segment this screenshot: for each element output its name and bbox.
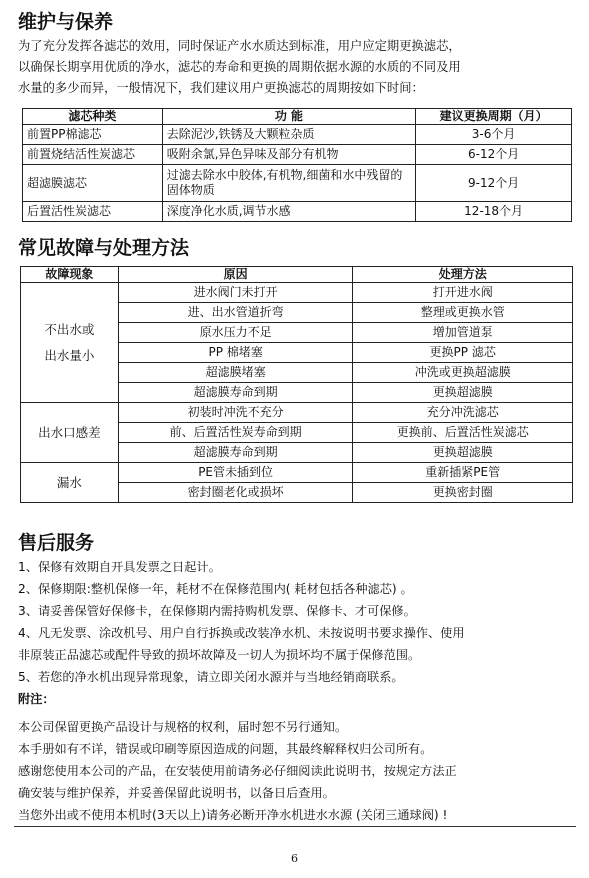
cycle-cell: 12-18个月 — [416, 202, 572, 222]
troubleshooting-table — [20, 266, 573, 503]
solution-cell: 重新插紧PE管 — [353, 463, 573, 483]
table-row — [21, 283, 573, 303]
cause-cell: 前、后置活性炭寿命到期 — [118, 423, 353, 443]
cause-cell: 超滤膜寿命到期 — [118, 383, 353, 403]
filter-type-cell: 前置烧结活性炭滤芯 — [23, 145, 163, 165]
filter-schedule-table — [22, 108, 572, 222]
cause-cell: 超滤膜寿命到期 — [118, 443, 353, 463]
function-cell: 去除泥沙,铁锈及大颗粒杂质 — [162, 125, 415, 145]
intro-line: 为了充分发挥各滤芯的效用，同时保证产水水质达到标准，用户应定期更换滤芯， — [18, 39, 461, 53]
note-line: 当您外出或不使用本机时(3天以上)请务必断开净水机进水水源 (关闭三通球阀) ! — [18, 808, 448, 822]
cause-cell: 进水阀门未打开 — [118, 283, 353, 303]
table-row — [21, 403, 573, 423]
col-header-cause: 原因 — [118, 267, 353, 283]
solution-cell: 冲洗或更换超滤膜 — [353, 363, 573, 383]
table-row — [23, 165, 572, 202]
function-cell: 过滤去除水中胶体,有机物,细菌和水中残留的固体物质 — [162, 165, 415, 202]
list-item: 2、保修期限:整机保修一年，耗材不在保修范围内( 耗材包括各种滤芯) 。 — [18, 582, 413, 596]
table-row — [23, 202, 572, 222]
cycle-cell: 3-6个月 — [416, 125, 572, 145]
filter-type-cell: 超滤膜滤芯 — [23, 165, 163, 202]
solution-cell: 更换超滤膜 — [353, 443, 573, 463]
cause-cell: 初装时冲洗不充分 — [118, 403, 353, 423]
note-heading: 附注： — [18, 692, 55, 706]
solution-cell: 整理或更换水管 — [353, 303, 573, 323]
table-header-row — [23, 109, 572, 125]
table-row — [23, 145, 572, 165]
cause-cell: 密封圈老化或损坏 — [118, 483, 353, 503]
list-item: 4、凡无发票、涂改机号、用户自行拆换或改装净水机、未按说明书要求操作、使用 — [18, 626, 465, 640]
intro-line: 以确保长期享用优质的净水，滤芯的寿命和更换的周期依据水源的水质的不同及用 — [18, 60, 461, 74]
after-sales-title: 售后服务 — [18, 532, 95, 554]
filter-type-cell: 前置PP棉滤芯 — [23, 125, 163, 145]
note-line: 感谢您使用本公司的产品，在安装使用前请务必仔细阅读此说明书，按规定方法正 — [18, 764, 457, 778]
after-sales-list — [18, 556, 583, 826]
symptom-line: 漏水 — [56, 475, 82, 490]
symptom-cell — [21, 283, 119, 403]
symptom-line: 不出水或 — [44, 321, 95, 337]
col-header-symptom: 故障现象 — [21, 267, 119, 283]
maintenance-intro — [18, 36, 578, 99]
filter-type-cell: 后置活性炭滤芯 — [23, 202, 163, 222]
col-header-replace-cycle: 建议更换周期（月） — [416, 109, 572, 125]
footer-divider — [14, 826, 576, 827]
col-header-function: 功 能 — [162, 109, 415, 125]
solution-cell: 充分冲洗滤芯 — [353, 403, 573, 423]
cycle-cell: 6-12个月 — [416, 145, 572, 165]
note-line: 本公司保留更换产品设计与规格的权利，届时恕不另行通知。 — [18, 720, 348, 734]
cause-cell: PP 棉堵塞 — [118, 343, 353, 363]
function-cell: 吸附余氯,异色异味及部分有机物 — [162, 145, 415, 165]
symptom-line: 出水量小 — [44, 347, 95, 363]
list-item: 5、若您的净水机出现异常现象，请立即关闭水源并与当地经销商联系。 — [18, 670, 404, 684]
solution-cell: 更换超滤膜 — [353, 383, 573, 403]
table-row — [23, 125, 572, 145]
cause-cell: PE管未插到位 — [118, 463, 353, 483]
function-cell: 深度净化水质,调节水感 — [162, 202, 415, 222]
note-line: 确安装与维护保养，并妥善保留此说明书，以备日后查用。 — [18, 786, 335, 800]
symptom-cell — [21, 403, 119, 463]
symptom-cell — [21, 463, 119, 503]
symptom-line: 出水口感差 — [38, 425, 101, 440]
cycle-cell: 9-12个月 — [416, 165, 572, 202]
col-header-solution: 处理方法 — [353, 267, 573, 283]
solution-cell: 更换前、后置活性炭滤芯 — [353, 423, 573, 443]
col-header-filter-type: 滤芯种类 — [23, 109, 163, 125]
cause-cell: 原水压力不足 — [118, 323, 353, 343]
solution-cell: 打开进水阀 — [353, 283, 573, 303]
list-item: 非原装正品滤芯或配件导致的损坏故障及一切人为损坏均不属于保修范围。 — [18, 648, 421, 662]
solution-cell: 增加管道泵 — [353, 323, 573, 343]
troubleshooting-title: 常见故障与处理方法 — [18, 237, 190, 259]
maintenance-title: 维护与保养 — [18, 11, 114, 33]
intro-line: 水量的多少而异，一般情况下，我们建议用户更换滤芯的周期按如下时间： — [18, 81, 424, 95]
table-row — [21, 463, 573, 483]
solution-cell: 更换密封圈 — [353, 483, 573, 503]
list-item: 3、请妥善保管好保修卡，在保修期内需持购机发票、保修卡、才可保修。 — [18, 604, 416, 618]
page-number: 6 — [291, 852, 298, 865]
solution-cell: 更换PP 滤芯 — [353, 343, 573, 363]
cause-cell: 进、出水管道折弯 — [118, 303, 353, 323]
note-line: 本手册如有不详，错误或印刷等原因造成的问题，其最终解释权归公司所有。 — [18, 742, 433, 756]
list-item: 1、保修有效期自开具发票之日起计。 — [18, 560, 221, 574]
cause-cell: 超滤膜堵塞 — [118, 363, 353, 383]
table-header-row — [21, 267, 573, 283]
